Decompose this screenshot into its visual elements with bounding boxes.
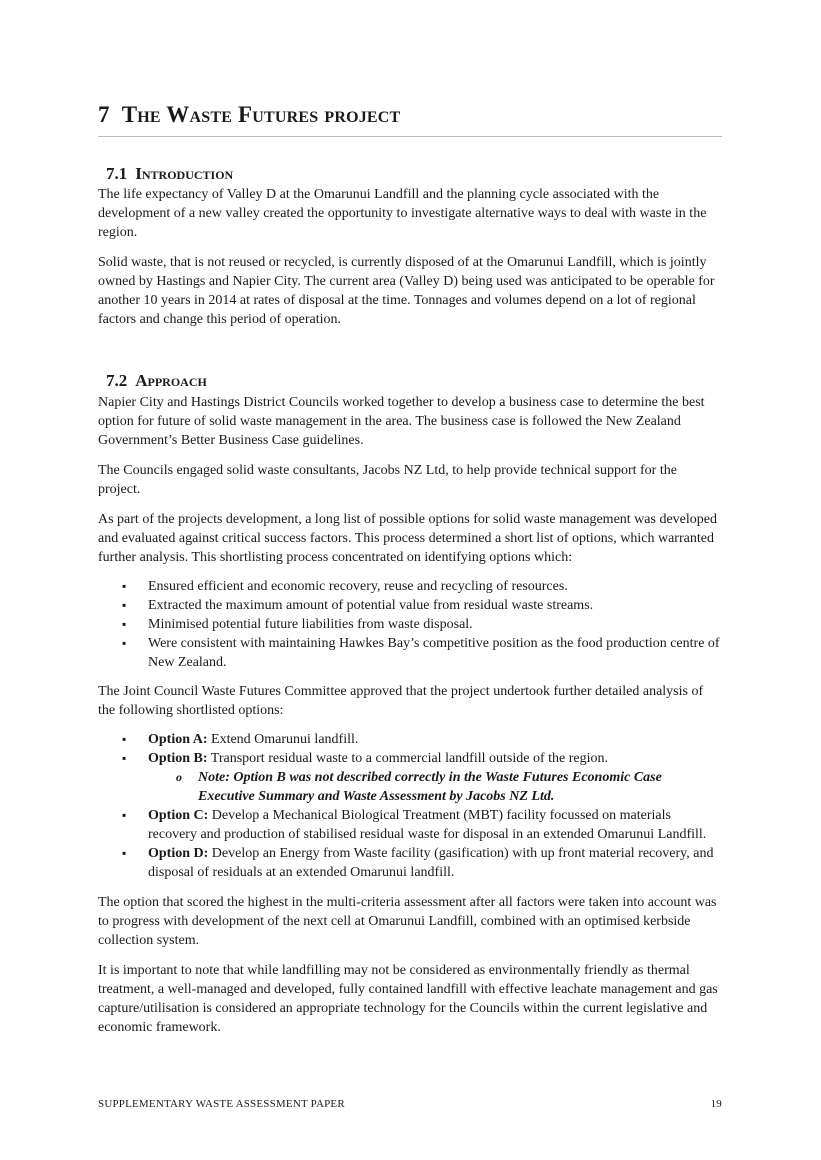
intro-title: Introduction [135, 164, 234, 183]
approach-paragraph-1: Napier City and Hastings District Councils worked together to develop a business case to determine the best option for future of solid waste management in the area. The business case is followed the New Zealand Government’s Better Business Case guidelines. [98, 395, 705, 448]
option-c-item [98, 806, 722, 844]
option-d-text: Develop an Energy from Waste facility (gasification) with up front material recovery, and disposal of residuals at an extended Omarunui landfill. [148, 846, 714, 880]
criteria-item: ▪ Extracted the maximum amount of potential value from residual waste streams. [98, 596, 722, 615]
page-footer [98, 1098, 722, 1110]
approach-paragraph-6: It is important to note that while landfilling may not be considered as environmentally friendly as thermal treatment, a well-managed and developed, fully contained landfill with effective leachate management and gas capture/utilisation is considered an appropriate technology for the Councils within the current legislative and economic framework. [98, 963, 718, 1035]
intro-number: 7.1 [106, 164, 128, 183]
section-title: The Waste Futures project [121, 102, 401, 127]
option-b-label: Option B: [148, 751, 208, 766]
option-c-text: Develop a Mechanical Biological Treatment (MBT) facility focussed on materials recovery and production of stabilised residual waste for disposal in an extended Omarunui Landfill. [148, 808, 707, 842]
option-d-item [98, 844, 722, 882]
intro-heading [106, 164, 233, 184]
option-a-text: Extend Omarunui landfill. [207, 732, 359, 747]
approach-paragraph-4: The Joint Council Waste Futures Committee approved that the project undertook further detailed analysis of the following shortlisted options: [98, 684, 704, 718]
option-a-item [98, 730, 722, 749]
criteria-item: ▪ Were consistent with maintaining Hawkes Bay’s competitive position as the food production centre of New Zealand. [98, 634, 722, 672]
option-d-label: Option D: [148, 846, 209, 861]
approach-body [98, 393, 722, 1037]
option-b-text: Transport residual waste to a commercial landfill outside of the region. [207, 751, 608, 766]
intro-paragraph-1: The life expectancy of Valley D at the Omarunui Landfill and the planning cycle associated with the development of a new valley created the opportunity to investigate alternative ways to deal with waste in the region. [98, 187, 707, 240]
approach-heading [106, 371, 207, 391]
approach-paragraph-2: The Councils engaged solid waste consultants, Jacobs NZ Ltd, to help provide technical support for the project. [98, 463, 677, 497]
section-heading [98, 102, 722, 137]
intro-body [98, 185, 722, 329]
options-list [98, 730, 722, 882]
approach-number: 7.2 [106, 371, 128, 390]
option-b-note: o Note: Option B was not described correctly in the Waste Futures Economic Case Executive Summary and Waste Assessment by Jacobs NZ Ltd. [98, 768, 722, 806]
footer-title: SUPPLEMENTARY WASTE ASSESSMENT PAPER [98, 1098, 345, 1110]
page-number: 19 [710, 1098, 722, 1110]
intro-paragraph-2: Solid waste, that is not reused or recycled, is currently disposed of at the Omarunui Landfill, which is jointly owned by Hastings and Napier City. The current area (Valley D) being used was anticipated to be operable for another 10 years in 2014 at rates of disposal at the time. Tonnages and volumes depend on a lot of regional factors and change this period of operation. [98, 255, 715, 327]
criteria-item: ▪ Minimised potential future liabilities from waste disposal. [98, 615, 722, 634]
criteria-list [98, 577, 722, 672]
section-number: 7 [98, 102, 110, 127]
criteria-item: ▪ Ensured efficient and economic recovery, reuse and recycling of resources. [98, 577, 722, 596]
option-a-label: Option A: [148, 732, 208, 747]
option-c-label: Option C: [148, 808, 209, 823]
approach-paragraph-5: The option that scored the highest in the multi-criteria assessment after all factors were taken into account was to progress with development of the next cell at Omarunui Landfill, combined with an optimised kerbside collection system. [98, 895, 717, 948]
approach-paragraph-3: As part of the projects development, a long list of possible options for solid waste management was developed and evaluated against critical success factors. This process determined a short list of options, which warranted further analysis. This shortlisting process concentrated on identifying options which: [98, 512, 717, 565]
approach-title: Approach [135, 371, 207, 390]
option-b-item [98, 749, 722, 768]
